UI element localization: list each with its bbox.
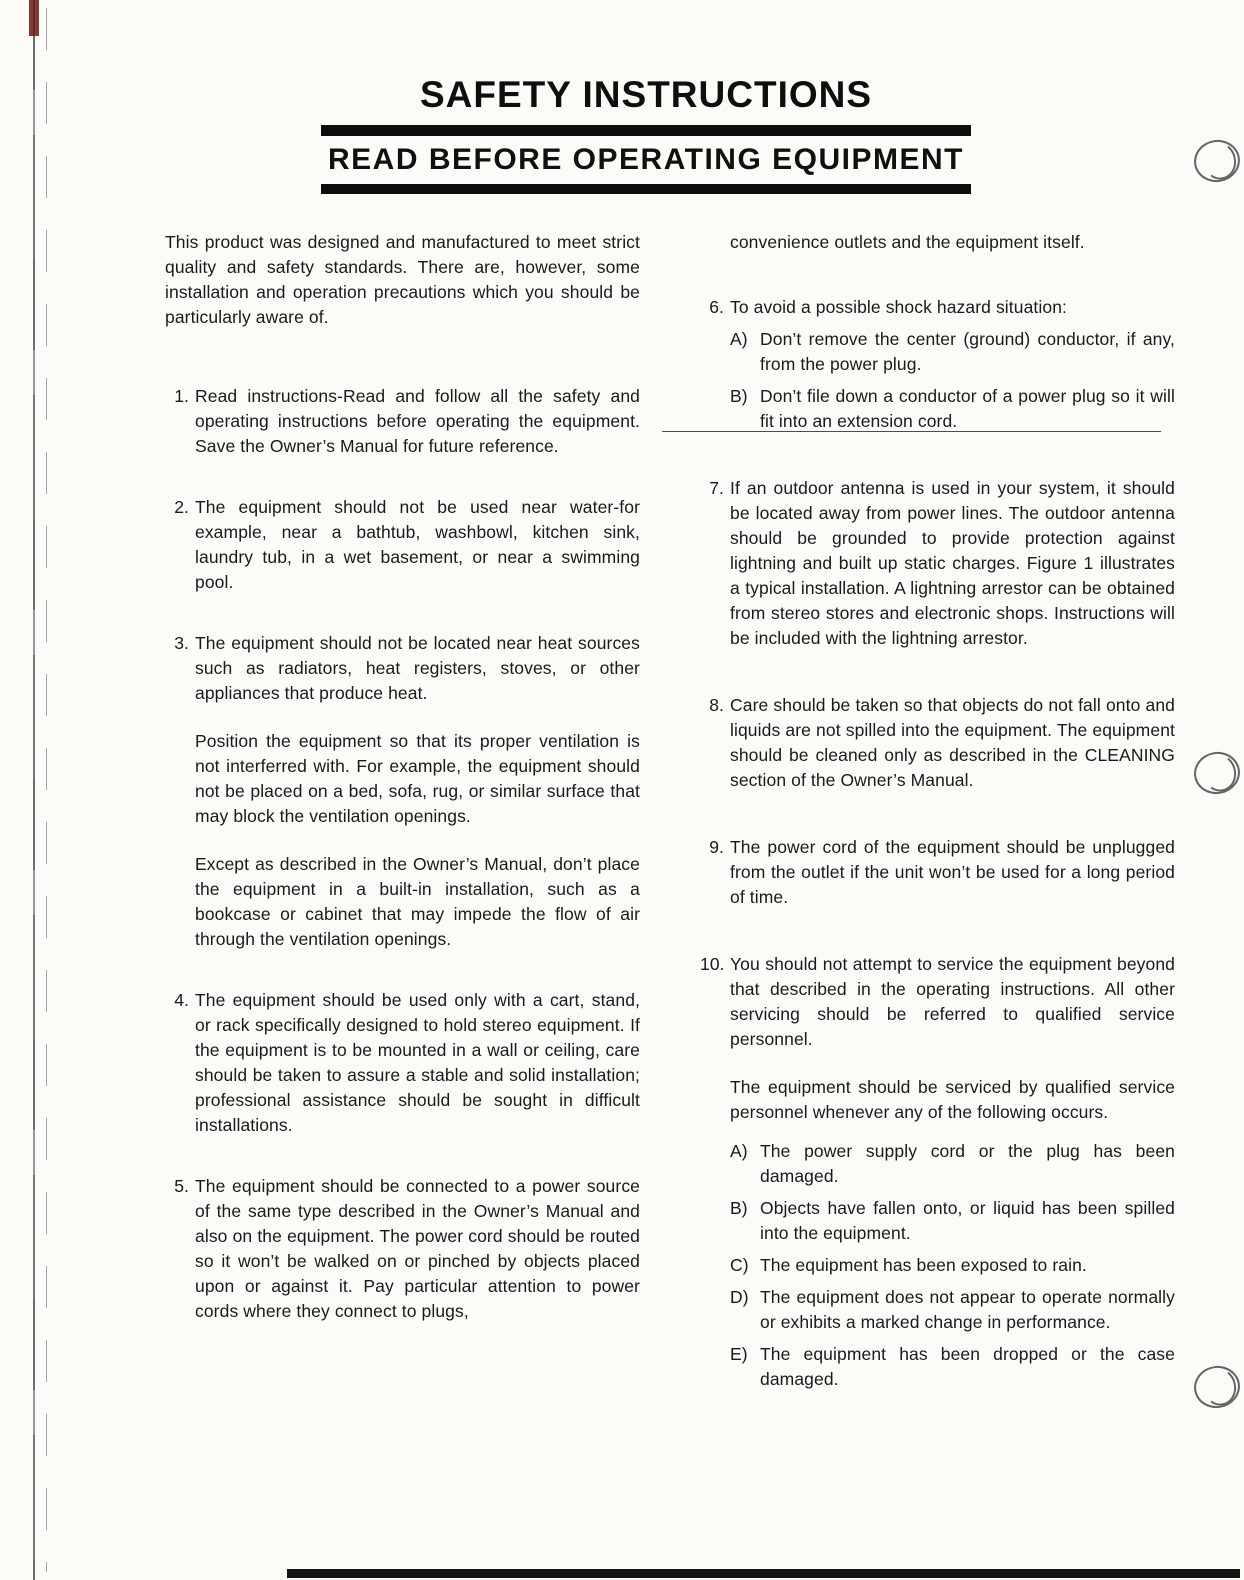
sub-item-a bbox=[730, 1139, 1175, 1189]
item-text bbox=[195, 631, 640, 952]
list-item-9 bbox=[700, 835, 1175, 910]
list-item-1 bbox=[165, 384, 640, 459]
two-column-body bbox=[0, 194, 1244, 1434]
sub-item-label: A) bbox=[730, 1141, 748, 1161]
list-item-4 bbox=[165, 988, 640, 1138]
item-text: Read instructions-Read and follow all the safety and operating instructions before operating the equipment. Save the Owner’s Manual for future reference. bbox=[195, 386, 640, 456]
item-text bbox=[730, 295, 1175, 434]
subtitle-underline-bar bbox=[321, 184, 971, 194]
page-subtitle: READ BEFORE OPERATING EQUIPMENT bbox=[328, 143, 964, 176]
sub-item-label: A) bbox=[730, 329, 748, 349]
item-number: 7. bbox=[709, 478, 724, 498]
item-text: The equipment should be connected to a power source of the same type described in the Owner’s Manual and also on the equipment. The power cord should be routed so it won’t be walked on or pinched by objects placed upon or against it. Pay particular attention to power cords where they connect to plugs, bbox=[195, 1176, 640, 1321]
list-item-8 bbox=[700, 693, 1175, 793]
title-underline-bar bbox=[321, 125, 971, 136]
item-number: 5. bbox=[174, 1176, 189, 1196]
sub-item-a bbox=[730, 327, 1175, 377]
sub-item-text: The equipment does not appear to operate normally or exhibits a marked change in performance. bbox=[760, 1287, 1175, 1332]
sub-item-c bbox=[730, 1253, 1175, 1278]
right-column bbox=[700, 230, 1175, 1434]
list-item-6 bbox=[700, 295, 1175, 434]
item-number: 4. bbox=[174, 990, 189, 1010]
item-number: 9. bbox=[709, 837, 724, 857]
item-number: 8. bbox=[709, 695, 724, 715]
sub-item-text: Don’t remove the center (ground) conductor, if any, from the power plug. bbox=[760, 329, 1175, 374]
item-number: 10. bbox=[700, 954, 725, 974]
sub-item-b bbox=[730, 1196, 1175, 1246]
item-paragraph: The equipment should not be located near heat sources such as radiators, heat registers, stoves, or other appliances that produce heat. bbox=[195, 633, 640, 703]
left-column bbox=[165, 230, 640, 1434]
item-text bbox=[730, 952, 1175, 1392]
item-number: 6. bbox=[709, 297, 724, 317]
sub-item-d bbox=[730, 1285, 1175, 1335]
sub-item-label: E) bbox=[730, 1344, 748, 1364]
list-item-10 bbox=[700, 952, 1175, 1392]
scan-bottom-bar bbox=[287, 1569, 1240, 1578]
list-item-3 bbox=[165, 631, 640, 952]
item-text: The equipment should be used only with a cart, stand, or rack specifically designed to hold stereo equipment. If the equipment is to be mounted in a wall or ceiling, care should be taken to assure a stable and solid installation; professional assistance should be sought in difficult installations. bbox=[195, 990, 640, 1135]
sub-item-text: The power supply cord or the plug has been damaged. bbox=[760, 1141, 1175, 1186]
item-paragraph: Except as described in the Owner’s Manual, don’t place the equipment in a built-in installation, such as a bookcase or cabinet that may impede the flow of air through the ventilation openings. bbox=[195, 854, 640, 949]
list-item-5 bbox=[165, 1174, 640, 1324]
sub-item-label: C) bbox=[730, 1255, 749, 1275]
list-item-2 bbox=[165, 495, 640, 595]
page-title: SAFETY INSTRUCTIONS bbox=[419, 74, 873, 115]
item-number: 2. bbox=[174, 497, 189, 517]
item-text: Care should be taken so that objects do not fall onto and liquids are not spilled into the equipment. The equipment should be cleaned only as described in the CLEANING section of the Owner’s Manual. bbox=[730, 695, 1175, 790]
item-number: 3. bbox=[174, 633, 189, 653]
sub-item-text: Don’t file down a conductor of a power plug so it will fit into an extension cord. bbox=[760, 384, 1175, 434]
item-paragraph: To avoid a possible shock hazard situation: bbox=[730, 297, 1067, 317]
sub-item-text: The equipment has been dropped or the case damaged. bbox=[760, 1344, 1175, 1389]
item-paragraph: Position the equipment so that its proper ventilation is not interferred with. For example, the equipment should not be placed on a bed, sofa, rug, or similar surface that may block the ventilation openings. bbox=[195, 731, 640, 826]
item-number: 1. bbox=[174, 386, 189, 406]
header bbox=[0, 0, 1244, 194]
sub-item-label: B) bbox=[730, 1198, 748, 1218]
item-text: The equipment should not be used near water-for example, near a bathtub, washbowl, kitchen sink, laundry tub, in a wet basement, or near a swimming pool. bbox=[195, 497, 640, 592]
sub-item-e bbox=[730, 1342, 1175, 1392]
continuation-line: convenience outlets and the equipment itself. bbox=[730, 232, 1085, 252]
item-text: The power cord of the equipment should be unplugged from the outlet if the unit won’t be used for a long period of time. bbox=[730, 837, 1175, 907]
sub-item-label: D) bbox=[730, 1287, 749, 1307]
sub-item-text: Objects have fallen onto, or liquid has been spilled into the equipment. bbox=[760, 1198, 1175, 1243]
sub-item-label: B) bbox=[730, 386, 748, 406]
item-paragraph: You should not attempt to service the equipment beyond that described in the operating instructions. All other servicing should be referred to qualified service personnel. bbox=[730, 954, 1175, 1049]
sub-item-b bbox=[730, 384, 1175, 434]
sub-item-text: The equipment has been exposed to rain. bbox=[760, 1255, 1087, 1275]
item-text: If an outdoor antenna is used in your system, it should be located away from power lines. The outdoor antenna should be grounded to provide protection against lightning and built up static charges. Figure 1 illustrates a typical installation. A lightning arrestor can be obtained from stereo stores and electronic shops. Instructions will be included with the lightning arrestor. bbox=[730, 478, 1175, 648]
list-item-7 bbox=[700, 476, 1175, 651]
item-paragraph: The equipment should be serviced by qualified service personnel whenever any of the following occurs. bbox=[730, 1077, 1175, 1122]
intro-paragraph: This product was designed and manufactured to meet strict quality and safety standards. There are, however, some installation and operation precautions which you should be particularly aware of. bbox=[165, 232, 640, 327]
